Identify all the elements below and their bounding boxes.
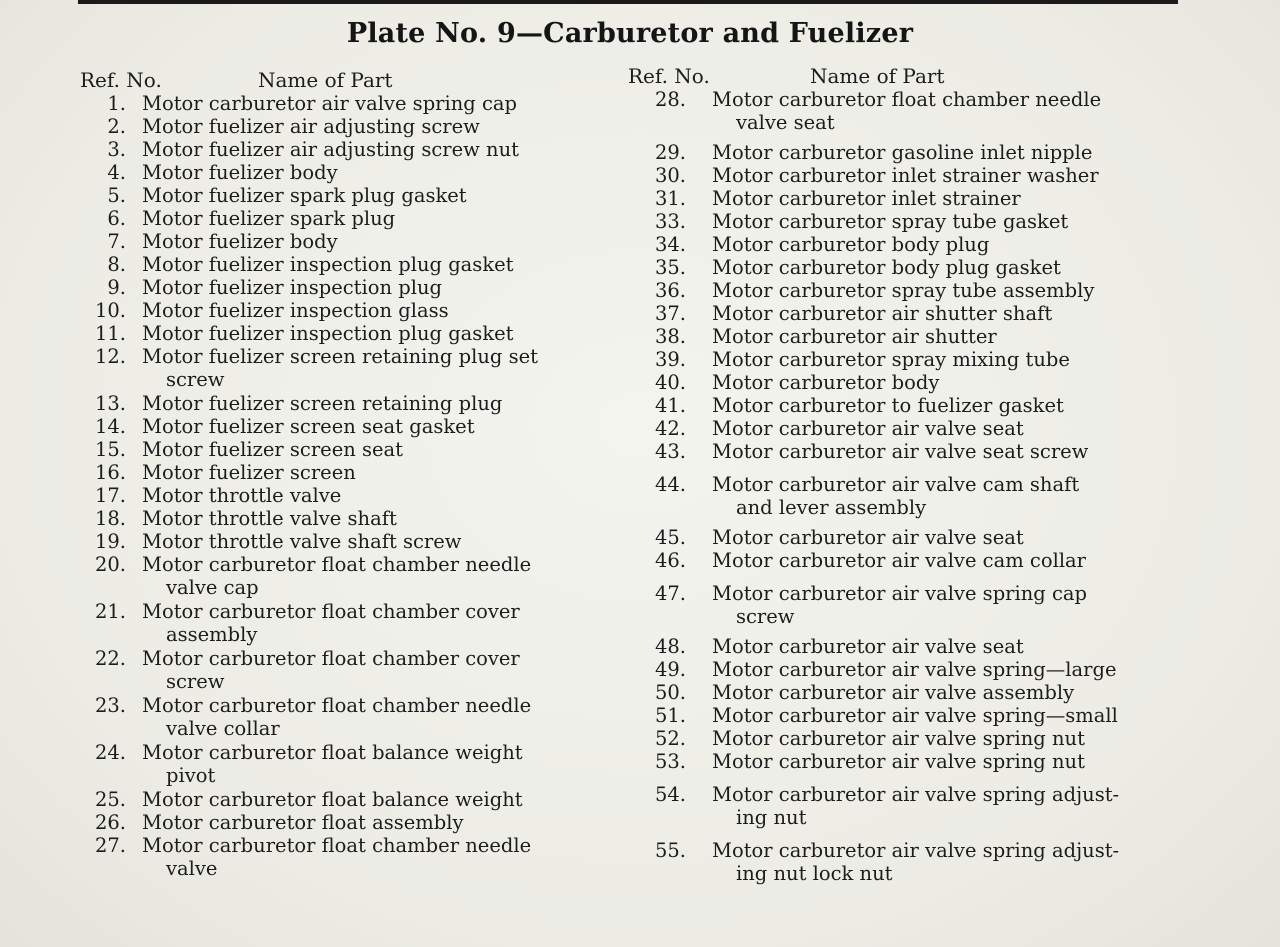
ref-number: 34.: [654, 233, 686, 256]
part-name-line: Motor fuelizer body: [142, 230, 338, 253]
part-name-line: Motor carburetor air shutter: [712, 325, 997, 348]
part-entry: [80, 92, 620, 115]
part-name: [142, 694, 612, 740]
part-name-line: Motor carburetor air valve seat: [712, 526, 1024, 549]
part-entry: [80, 322, 620, 345]
part-entry: [628, 348, 1198, 371]
part-name-line: Motor carburetor air valve spring nut: [712, 727, 1085, 750]
ref-number: 41.: [654, 394, 686, 417]
part-entry: [80, 253, 620, 276]
ref-number: 37.: [654, 302, 686, 325]
part-name: [712, 417, 1187, 440]
part-name-line: Motor fuelizer air adjusting screw: [142, 115, 480, 138]
part-name: [712, 371, 1187, 394]
part-entry: [80, 788, 620, 811]
part-name-continuation: assembly: [166, 623, 258, 646]
part-name: [712, 141, 1187, 164]
part-name: [142, 92, 612, 115]
ref-number: 15.: [94, 438, 126, 461]
part-name-line: Motor carburetor inlet strainer: [712, 187, 1021, 210]
part-name: [142, 484, 612, 507]
ref-number: 22.: [94, 647, 126, 670]
ref-number: 49.: [654, 658, 686, 681]
ref-number: 21.: [94, 600, 126, 623]
ref-number: 43.: [654, 440, 686, 463]
ref-number: 42.: [654, 417, 686, 440]
part-name-line: Motor carburetor body plug: [712, 233, 990, 256]
part-entry: [628, 704, 1198, 727]
part-name: [712, 839, 1187, 885]
part-name-line: Motor fuelizer spark plug: [142, 207, 396, 230]
part-entry: [628, 750, 1198, 773]
part-name-line: Motor carburetor air valve spring adjust-: [712, 783, 1120, 806]
part-name: [142, 834, 612, 880]
part-entry: [80, 530, 620, 553]
part-entry: [628, 473, 1198, 519]
part-entry: [628, 549, 1198, 572]
ref-no-header: Ref. No.: [628, 64, 710, 88]
part-name: [712, 635, 1187, 658]
part-name: [142, 230, 612, 253]
part-name: [142, 600, 612, 646]
part-name: [142, 253, 612, 276]
part-name: [142, 207, 612, 230]
part-entry: [80, 647, 620, 693]
part-name-line: Motor carburetor air valve spring—small: [712, 704, 1118, 727]
ref-number: 18.: [94, 507, 126, 530]
ref-number: 7.: [107, 230, 126, 253]
part-name-line: Motor carburetor float chamber needle: [142, 834, 532, 857]
top-rule: [78, 0, 1178, 4]
part-name-continuation: screw: [736, 605, 795, 628]
part-name: [712, 526, 1187, 549]
part-entry: [628, 394, 1198, 417]
ref-no-header: Ref. No.: [80, 68, 162, 92]
part-entry: [80, 138, 620, 161]
part-entry: [628, 187, 1198, 210]
part-name-line: Motor carburetor float chamber needle: [712, 88, 1102, 111]
part-name-line: Motor throttle valve shaft screw: [142, 530, 462, 553]
part-name-line: Motor carburetor float balance weight: [142, 741, 523, 764]
page-title: Plate No. 9—Carburetor and Fuelizer: [346, 18, 914, 49]
part-name: [142, 811, 612, 834]
part-entry: [628, 727, 1198, 750]
part-entry: [80, 438, 620, 461]
part-name-line: Motor carburetor air valve spring cap: [712, 582, 1088, 605]
part-name-line: Motor carburetor air valve seat screw: [712, 440, 1089, 463]
part-name-continuation: valve cap: [166, 576, 259, 599]
ref-number: 35.: [654, 256, 686, 279]
part-entry: [628, 371, 1198, 394]
part-name: [712, 210, 1187, 233]
part-name-line: Motor carburetor spray tube gasket: [712, 210, 1069, 233]
ref-number: 53.: [654, 750, 686, 773]
part-name-line: Motor fuelizer screen seat gasket: [142, 415, 475, 438]
ref-number: 6.: [107, 207, 126, 230]
ref-number: 29.: [654, 141, 686, 164]
part-name-line: Motor fuelizer screen seat: [142, 438, 404, 461]
ref-number: 36.: [654, 279, 686, 302]
part-entry: [628, 164, 1198, 187]
ref-number: 13.: [94, 392, 126, 415]
part-name: [712, 233, 1187, 256]
part-entry: [80, 184, 620, 207]
part-name: [142, 322, 612, 345]
ref-number: 33.: [654, 210, 686, 233]
ref-number: 55.: [654, 839, 686, 862]
part-entry: [628, 635, 1198, 658]
part-name: [142, 438, 612, 461]
part-entry: [80, 834, 620, 880]
ref-number: 54.: [654, 783, 686, 806]
part-name: [712, 783, 1187, 829]
part-name-line: Motor carburetor air valve assembly: [712, 681, 1075, 704]
ref-number: 5.: [107, 184, 126, 207]
part-name: [712, 727, 1187, 750]
ref-number: 51.: [654, 704, 686, 727]
ref-number: 23.: [94, 694, 126, 717]
part-name-continuation: and lever assembly: [736, 496, 927, 519]
right-column: [628, 62, 1198, 885]
part-name-continuation: screw: [166, 368, 225, 391]
ref-number: 40.: [654, 371, 686, 394]
ref-number: 11.: [94, 322, 126, 345]
part-name: [712, 348, 1187, 371]
part-name-line: Motor carburetor air valve spring cap: [142, 92, 518, 115]
part-name: [712, 325, 1187, 348]
part-entry: [80, 276, 620, 299]
part-name: [142, 345, 612, 391]
part-name-line: Motor carburetor air valve seat: [712, 417, 1024, 440]
part-name: [142, 553, 612, 599]
part-name-line: Motor fuelizer body: [142, 161, 338, 184]
ref-number: 12.: [94, 345, 126, 368]
part-entry: [628, 279, 1198, 302]
left-parts-list: [80, 92, 620, 880]
ref-number: 44.: [654, 473, 686, 496]
part-entry: [628, 417, 1198, 440]
part-name-line: Motor carburetor inlet strainer washer: [712, 164, 1099, 187]
part-name-line: Motor fuelizer inspection plug: [142, 276, 443, 299]
part-entry: [80, 461, 620, 484]
part-name-line: Motor fuelizer air adjusting screw nut: [142, 138, 519, 161]
part-entry: [80, 207, 620, 230]
part-entry: [80, 741, 620, 787]
part-name-continuation: valve collar: [166, 717, 280, 740]
ref-number: 39.: [654, 348, 686, 371]
right-parts-list: [628, 88, 1198, 885]
part-name-line: Motor carburetor spray tube assembly: [712, 279, 1095, 302]
part-entry: [628, 210, 1198, 233]
part-name: [712, 302, 1187, 325]
part-entry: [628, 88, 1198, 134]
part-name: [712, 473, 1187, 519]
ref-number: 14.: [94, 415, 126, 438]
part-name: [712, 187, 1187, 210]
part-name-continuation: valve seat: [736, 111, 835, 134]
part-name: [712, 440, 1187, 463]
ref-number: 19.: [94, 530, 126, 553]
ref-number: 27.: [94, 834, 126, 857]
part-entry: [80, 507, 620, 530]
part-entry: [80, 345, 620, 391]
part-name: [712, 681, 1187, 704]
part-name-line: Motor carburetor body plug gasket: [712, 256, 1061, 279]
part-name: [142, 138, 612, 161]
part-name: [142, 276, 612, 299]
ref-number: 8.: [107, 253, 126, 276]
part-name: [712, 256, 1187, 279]
ref-number: 10.: [94, 299, 126, 322]
part-name-line: Motor carburetor spray mixing tube: [712, 348, 1070, 371]
part-entry: [80, 811, 620, 834]
name-of-part-header: Name of Part: [258, 68, 393, 92]
part-name: [142, 461, 612, 484]
part-name: [142, 184, 612, 207]
part-entry: [628, 141, 1198, 164]
part-name-line: Motor carburetor gasoline inlet nipple: [712, 141, 1093, 164]
part-name-line: Motor carburetor air shutter shaft: [712, 302, 1053, 325]
part-entry: [628, 681, 1198, 704]
part-name-line: Motor fuelizer inspection plug gasket: [142, 322, 514, 345]
part-name-line: Motor carburetor body: [712, 371, 940, 394]
part-name: [142, 647, 612, 693]
part-name-line: Motor throttle valve shaft: [142, 507, 397, 530]
part-name-line: Motor fuelizer spark plug gasket: [142, 184, 467, 207]
part-entry: [628, 233, 1198, 256]
part-name: [712, 582, 1187, 628]
ref-number: 26.: [94, 811, 126, 834]
part-entry: [628, 839, 1198, 885]
part-entry: [80, 484, 620, 507]
part-name-line: Motor fuelizer screen retaining plug: [142, 392, 503, 415]
ref-number: 48.: [654, 635, 686, 658]
part-entry: [628, 440, 1198, 463]
ref-number: 38.: [654, 325, 686, 348]
part-name-line: Motor carburetor to fuelizer gasket: [712, 394, 1064, 417]
part-name-line: Motor carburetor air valve cam collar: [712, 549, 1087, 572]
part-name: [712, 88, 1187, 134]
ref-number: 2.: [107, 115, 126, 138]
part-name: [142, 115, 612, 138]
part-entry: [628, 658, 1198, 681]
part-name-line: Motor carburetor float balance weight: [142, 788, 523, 811]
right-column-header: [628, 62, 1198, 88]
part-entry: [80, 161, 620, 184]
part-name-line: Motor carburetor air valve spring—large: [712, 658, 1117, 681]
part-name-line: Motor fuelizer screen: [142, 461, 356, 484]
part-entry: [628, 325, 1198, 348]
part-name: [142, 741, 612, 787]
part-entry: [628, 582, 1198, 628]
part-entry: [80, 694, 620, 740]
part-entry: [628, 526, 1198, 549]
ref-number: 25.: [94, 788, 126, 811]
part-name: [712, 164, 1187, 187]
part-name: [142, 530, 612, 553]
ref-number: 30.: [654, 164, 686, 187]
part-name-line: Motor carburetor air valve cam shaft: [712, 473, 1080, 496]
part-name: [712, 658, 1187, 681]
ref-number: 45.: [654, 526, 686, 549]
ref-number: 1.: [107, 92, 126, 115]
ref-number: 46.: [654, 549, 686, 572]
part-name-line: Motor fuelizer inspection glass: [142, 299, 449, 322]
part-name-line: Motor fuelizer screen retaining plug set: [142, 345, 538, 368]
ref-number: 16.: [94, 461, 126, 484]
part-name-continuation: pivot: [166, 764, 216, 787]
part-name-line: Motor carburetor float chamber needle: [142, 694, 532, 717]
ref-number: 4.: [107, 161, 126, 184]
part-name-continuation: ing nut: [736, 806, 807, 829]
part-name-line: Motor fuelizer inspection plug gasket: [142, 253, 514, 276]
part-name: [712, 750, 1187, 773]
part-name-line: Motor carburetor air valve spring nut: [712, 750, 1085, 773]
part-name-line: Motor carburetor float chamber cover: [142, 647, 520, 670]
part-entry: [628, 783, 1198, 829]
left-column: [80, 66, 620, 880]
part-name-line: Motor carburetor float assembly: [142, 811, 464, 834]
part-name: [142, 507, 612, 530]
part-name-continuation: screw: [166, 670, 225, 693]
left-column-header: [80, 66, 620, 92]
part-entry: [80, 415, 620, 438]
part-name: [712, 549, 1187, 572]
ref-number: 47.: [654, 582, 686, 605]
part-name-continuation: ing nut lock nut: [736, 862, 893, 885]
part-name-line: Motor carburetor float chamber needle: [142, 553, 532, 576]
ref-number: 50.: [654, 681, 686, 704]
part-entry: [80, 115, 620, 138]
name-of-part-header: Name of Part: [810, 64, 945, 88]
part-name: [142, 299, 612, 322]
part-name-continuation: valve: [166, 857, 218, 880]
part-name: [142, 788, 612, 811]
part-name: [712, 394, 1187, 417]
ref-number: 20.: [94, 553, 126, 576]
part-name: [142, 392, 612, 415]
part-name: [142, 415, 612, 438]
ref-number: 24.: [94, 741, 126, 764]
part-name-line: Motor carburetor air valve spring adjust-: [712, 839, 1120, 862]
part-name: [712, 279, 1187, 302]
ref-number: 31.: [654, 187, 686, 210]
part-entry: [628, 302, 1198, 325]
ref-number: 52.: [654, 727, 686, 750]
part-name-line: Motor throttle valve: [142, 484, 342, 507]
part-name: [142, 161, 612, 184]
part-entry: [80, 230, 620, 253]
part-entry: [80, 299, 620, 322]
ref-number: 17.: [94, 484, 126, 507]
part-name: [712, 704, 1187, 727]
ref-number: 9.: [107, 276, 126, 299]
part-name-line: Motor carburetor air valve seat: [712, 635, 1024, 658]
part-entry: [80, 392, 620, 415]
part-entry: [80, 600, 620, 646]
part-entry: [628, 256, 1198, 279]
ref-number: 28.: [654, 88, 686, 111]
part-entry: [80, 553, 620, 599]
part-name-line: Motor carburetor float chamber cover: [142, 600, 520, 623]
ref-number: 3.: [107, 138, 126, 161]
